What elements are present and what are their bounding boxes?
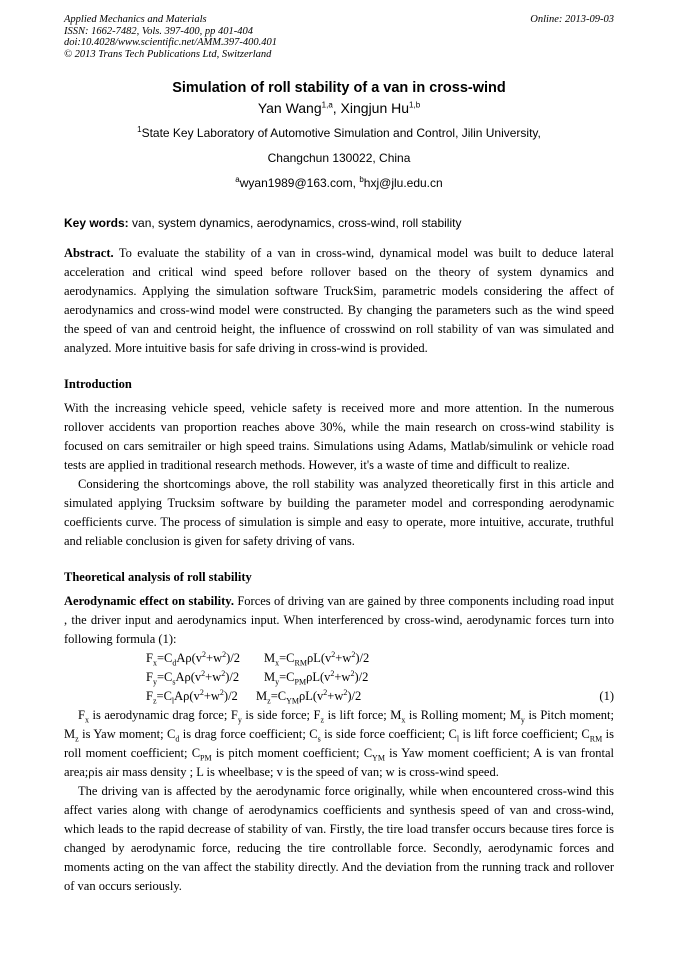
paper-page <box>64 14 614 896</box>
abstract-text: To evaluate the stability of a van in cross-wind, dynamical model was built to deduce lateral acceleration and critical wind speed before rollover based on the theory of system dynamics and aerodynamics. Applying the simulation software TruckSim, parametric models considering the affect of aerodynamics and cross-wind model were constructed. By changing the parameters such as the wind speed the speed of van and centroid height, the influence of crosswind on roll stability of van was simulated and analyzed. More intuitive basis for safe driving in cross-wind is provided. <box>64 246 614 355</box>
section-heading-theory: Theoretical analysis of roll stability <box>64 570 252 584</box>
keywords-text: van, system dynamics, aerodynamics, cross-wind, roll stability <box>128 216 462 230</box>
affiliation-mark: 1 <box>137 125 142 134</box>
equation-1 <box>64 649 614 706</box>
author-1: Yan Wang <box>257 100 322 116</box>
theory-paragraph-1: Aerodynamic effect on stability. Forces of driving van are gained by three components including road input , the driver input and aerodynamics input. When interferenced by cross-wind, aerodynamic forces turn into following formula (1): <box>64 594 614 646</box>
email-a: wyan1989@163.com, <box>239 176 360 190</box>
author-list <box>64 100 614 116</box>
paper-title: Simulation of roll stability of a van in cross-wind <box>172 80 506 96</box>
symbol-definitions: $F_x$ is aerodynamic drag force; $F_y$ is side force; $F_z$ is lift force; $M_x$ is Rolling moment; $M_y$ is Pitch moment; $M_z$ is Yaw moment; $C_d$ is drag force coefficient; $C_s$ is side force coefficient; $C_l$ is lift force coefficient; $C_{RM}$ is roll moment coefficient; $C_{PM}$ is pitch moment coefficient; $C_{YM}$ is Yaw moment coefficient; A is van frontal area;ρis air mass density ; L is wheelbase; v is the speed of van; w is cross-wind speed. <box>64 708 614 779</box>
email-b: hxj@jlu.edu.cn <box>363 176 443 190</box>
equation-line-3: $F_z=C_lA\rho(v^2+w^2)/2$ $M_z=C_{YM}\rho L(v^2+w^2)/2$ (1) <box>146 687 614 706</box>
equation-number: (1) <box>599 689 614 703</box>
intro-paragraph-1: With the increasing vehicle speed, vehicle safety is received more and more attention. In the numerous rollover accidents van proportion reaches above 30%, while the main research on cross-wind stability is focused on cars semitrailer or high speed trains. Simulations using Adams, Matlab/simulink or vehicle road tests are applied in traditional research methods. However, it's a waste of time and difficult to realize. <box>64 401 614 472</box>
keywords-label: Key words: <box>64 216 129 230</box>
equation-line-2: $F_y=C_sA\rho(v^2+w^2)/2$ $M_y=C_{PM}\rho L(v^2+w^2)/2$ <box>146 668 369 687</box>
online-date: Online: 2013-09-03 <box>530 14 614 25</box>
theory-paragraph-2: The driving van is affected by the aerodynamic force originally, while when encountered cross-wind this affect varies along with change of aerodynamics coefficients and synthesis speed of van and cross-wind, which leads to the rapid decrease of stability of van. Firstly, the tire load transfer occurs because tires force is changed by aerodynamic force, reducing the tire controllable force. Secondly, aerodynamic forces and moments acting on the van affect the stability directly. And the deviation from the running track and rollover of van occurs seriously. <box>64 784 614 893</box>
author-1-affiliation-mark: 1,a <box>321 100 333 110</box>
subsection-label: Aerodynamic effect on stability. <box>64 594 234 608</box>
copyright-line: © 2013 Trans Tech Publications Ltd, Switzerland <box>64 48 272 60</box>
section-heading-introduction: Introduction <box>64 377 132 391</box>
affiliation-block <box>64 121 614 196</box>
keywords <box>64 216 614 230</box>
intro-paragraph-2: Considering the shortcomings above, the roll stability was analyzed theoretically first in this article and simulated applying Trucksim software by building the parameter model and corresponding aerodynamic coefficients curve. The process of simulation is simple and easy to operate, more intuitive, accurate, truthful and reliable conclusion is given for safety driving of vans. <box>64 477 614 548</box>
abstract-label: Abstract. <box>64 246 114 260</box>
author-separator: , <box>332 100 341 116</box>
affiliation-line-2: Changchun 130022, China <box>267 151 411 165</box>
journal-header <box>64 14 614 60</box>
author-2: Xingjun Hu <box>340 100 410 116</box>
doi-line: doi:10.4028/www.scientific.net/AMM.397-400.401 <box>64 37 277 48</box>
email-line: $^a$wyan1989@163.com, $^b$hxj@jlu.edu.cn <box>235 175 443 190</box>
author-2-affiliation-mark: 1,b <box>409 100 421 110</box>
affiliation-line-1: $^1$State Key Laboratory of Automotive Simulation and Control, Jilin University, <box>137 125 541 140</box>
abstract <box>64 244 614 358</box>
journal-name: Applied Mechanics and Materials <box>64 14 207 25</box>
equation-line-1: $F_x=C_dA\rho(v^2+w^2)/2$ $M_x=C_{RM}\rho L(v^2+w^2)/2$ <box>146 649 370 668</box>
issn-line: ISSN: 1662-7482, Vols. 397-400, pp 401-404 <box>64 25 253 37</box>
